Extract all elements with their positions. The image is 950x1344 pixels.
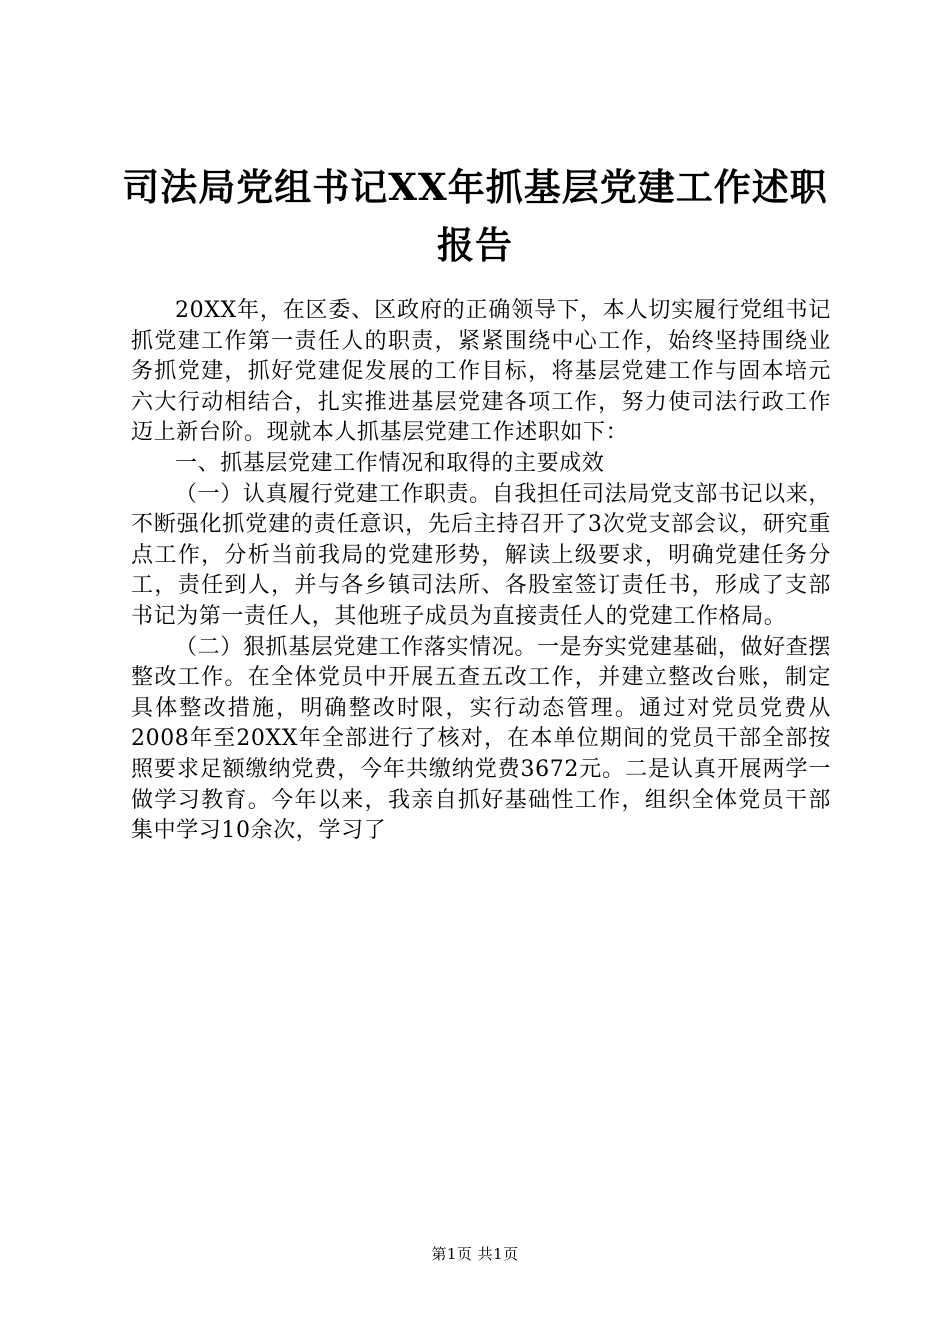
body-paragraph-2: （二）狠抓基层党建工作落实情况。一是夯实党建基础，做好查摆整改工作。在全体党员中开展五查五改工作，并建立整改台账，制定具体整改措施，明确整改时限，实行动态管理。通过对党员党费从2008年至20XX年全部进行了核对，在本单位期间的党员干部全部按照要求足额缴纳党费，今年共缴纳党费3672元。二是认真开展两学一做学习教育。今年以来，我亲自抓好基础性工作，组织全体党员干部集中学习10余次，学习了 [131, 634, 831, 844]
document-body [131, 296, 831, 847]
page-footer: 第1页 共1页 [431, 1245, 519, 1263]
intro-paragraph: 20XX年，在区委、区政府的正确领导下，本人切实履行党组书记抓党建工作第一责任人的职责，紧紧围绕中心工作，始终坚持围绕业务抓党建，抓好党建促发展的工作目标，将基层党建工作与固本培元六大行动相结合，扎实推进基层党建各项工作，努力使司法行政工作迈上新台阶。现就本人抓基层党建工作述职如下： [131, 298, 831, 446]
document-title: 司法局党组书记XX年抓基层党建工作述职报告 [122, 165, 828, 267]
body-paragraph-1: （一）认真履行党建工作职责。自我担任司法局党支部书记以来，不断强化抓党建的责任意识，先后主持召开了3次党支部会议，研究重点工作，分析当前我局的党建形势，解读上级要求，明确党建任务分工，责任到人，并与各乡镇司法所、各股室签订责任书，形成了支部书记为第一责任人，其他班子成员为直接责任人的党建工作格局。 [131, 481, 831, 629]
section-heading: 一、抓基层党建工作情况和取得的主要成效 [175, 450, 605, 476]
